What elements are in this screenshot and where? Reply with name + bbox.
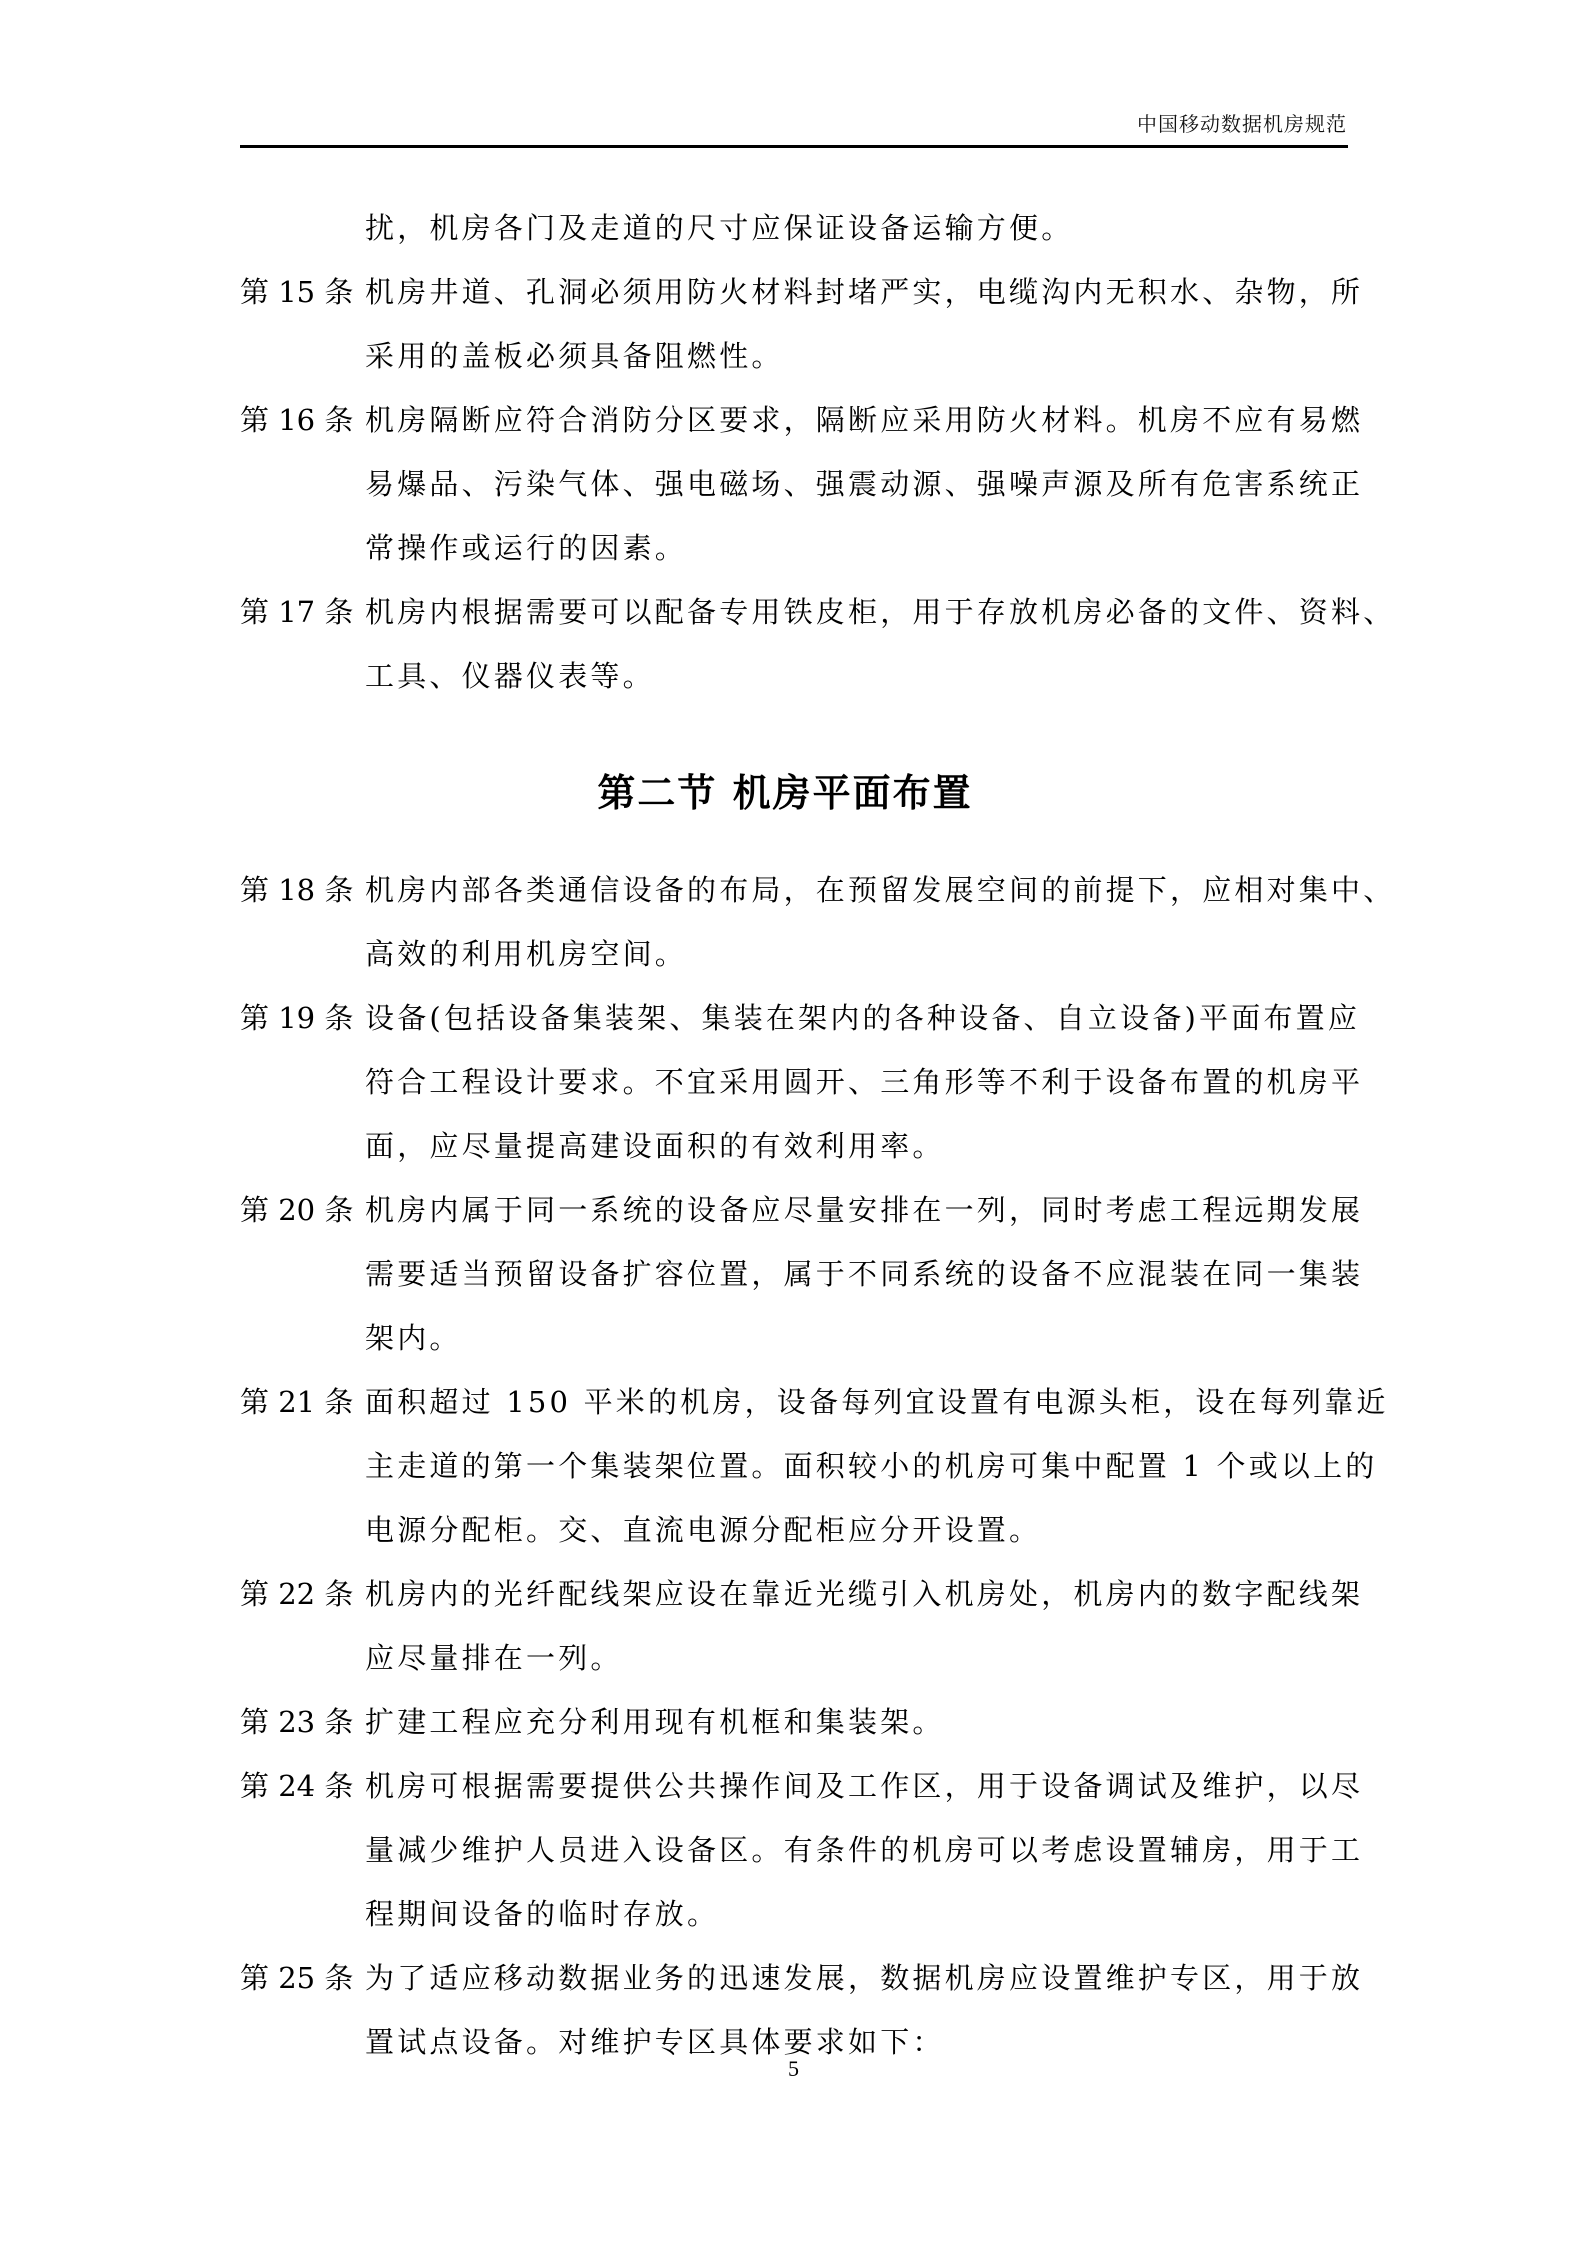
article-text: 程期间设备的临时存放。	[365, 1897, 720, 1931]
article-text: 机房内的光纤配线架应设在靠近光缆引入机房处，机房内的数字配线架	[365, 1577, 1364, 1611]
page-number: 5	[788, 2056, 799, 2081]
article-text: 符合工程设计要求。不宜采用圆开、三角形等不利于设备布置的机房平	[365, 1065, 1364, 1099]
article-line	[240, 516, 1350, 580]
article-line	[240, 922, 1350, 986]
article-21	[240, 1370, 1389, 1562]
article-text: 常操作或运行的因素。	[365, 531, 688, 565]
article-text: 工具、仪器仪表等。	[365, 659, 655, 693]
article-text: 易爆品、污染气体、强电磁场、强震动源、强噪声源及所有危害系统正	[365, 467, 1364, 501]
article-25	[240, 1946, 1364, 2074]
article-text: 应尽量排在一列。	[365, 1641, 623, 1675]
article-19	[240, 986, 1364, 1178]
article-text: 机房可根据需要提供公共操作间及工作区，用于设备调试及维护，以尽	[365, 1769, 1364, 1803]
article-text: 机房内部各类通信设备的布局，在预留发展空间的前提下，应相对集中、	[365, 873, 1396, 907]
article-line	[240, 1178, 1364, 1242]
article-line	[240, 1818, 1364, 1882]
article-line	[240, 858, 1396, 922]
article-20	[240, 1178, 1364, 1370]
article-number: 第 18 条	[240, 873, 354, 907]
article-line	[240, 1946, 1364, 2010]
article-number: 第 17 条	[240, 595, 354, 629]
article-line	[240, 1690, 1350, 1754]
article-text: 电源分配柜。交、直流电源分配柜应分开设置。	[365, 1513, 1042, 1547]
article-line	[240, 1370, 1389, 1434]
article-number: 第 16 条	[240, 403, 354, 437]
paragraph-text: 扰，机房各门及走道的尺寸应保证设备运输方便。	[365, 211, 1074, 245]
article-line	[240, 1562, 1364, 1626]
article-text: 置试点设备。对维护专区具体要求如下：	[365, 2025, 945, 2059]
article-text: 高效的利用机房空间。	[365, 937, 688, 971]
article-number: 第 24 条	[240, 1769, 354, 1803]
article-text: 需要适当预留设备扩容位置，属于不同系统的设备不应混装在同一集装	[365, 1257, 1364, 1291]
article-text: 面积超过 150 平米的机房，设备每列宜设置有电源头柜，设在每列靠近	[365, 1385, 1389, 1419]
article-line	[240, 324, 1350, 388]
article-line	[240, 1050, 1364, 1114]
article-line	[240, 1114, 1350, 1178]
article-24	[240, 1754, 1364, 1946]
article-number: 第 15 条	[240, 275, 354, 309]
header-divider	[240, 145, 1348, 148]
document-body	[240, 196, 1396, 2074]
article-18	[240, 858, 1396, 986]
article-text: 机房内根据需要可以配备专用铁皮柜，用于存放机房必备的文件、资料、	[365, 595, 1396, 629]
article-text: 扩建工程应充分利用现有机框和集装架。	[365, 1705, 945, 1739]
continuation-line	[240, 196, 1350, 260]
article-line	[240, 388, 1364, 452]
running-header: 中国移动数据机房规范	[1137, 112, 1347, 136]
article-line	[240, 1626, 1350, 1690]
article-number: 第 19 条	[240, 1001, 354, 1035]
article-line	[240, 1306, 1350, 1370]
article-line	[240, 644, 1350, 708]
article-17	[240, 580, 1396, 708]
article-text: 机房内属于同一系统的设备应尽量安排在一列，同时考虑工程远期发展	[365, 1193, 1364, 1227]
article-text: 采用的盖板必须具备阻燃性。	[365, 339, 784, 373]
article-line	[240, 1242, 1364, 1306]
article-line	[240, 580, 1396, 644]
article-number: 第 21 条	[240, 1385, 354, 1419]
article-line	[240, 1754, 1364, 1818]
article-text: 主走道的第一个集装架位置。面积较小的机房可集中配置 1 个或以上的	[365, 1449, 1378, 1483]
article-text: 机房井道、孔洞必须用防火材料封堵严实，电缆沟内无积水、杂物，所	[365, 275, 1364, 309]
article-16	[240, 388, 1364, 580]
article-number: 第 20 条	[240, 1193, 354, 1227]
article-number: 第 25 条	[240, 1961, 354, 1995]
article-15	[240, 260, 1364, 388]
article-text: 架内。	[365, 1321, 462, 1355]
article-text: 设备(包括设备集装架、集装在架内的各种设备、自立设备)平面布置应	[365, 1001, 1361, 1035]
article-23	[240, 1690, 1350, 1754]
article-line	[240, 260, 1364, 324]
article-line	[240, 1498, 1350, 1562]
section-heading: 第二节 机房平面布置	[597, 771, 973, 815]
article-22	[240, 1562, 1364, 1690]
article-text: 为了适应移动数据业务的迅速发展，数据机房应设置维护专区，用于放	[365, 1961, 1364, 1995]
article-text: 机房隔断应符合消防分区要求，隔断应采用防火材料。机房不应有易燃	[365, 403, 1364, 437]
article-line	[240, 986, 1361, 1050]
article-number: 第 23 条	[240, 1705, 354, 1739]
article-line	[240, 1434, 1378, 1498]
article-line	[240, 1882, 1350, 1946]
article-number: 第 22 条	[240, 1577, 354, 1611]
article-text: 量减少维护人员进入设备区。有条件的机房可以考虑设置辅房，用于工	[365, 1833, 1364, 1867]
article-text: 面，应尽量提高建设面积的有效利用率。	[365, 1129, 945, 1163]
article-line	[240, 452, 1364, 516]
